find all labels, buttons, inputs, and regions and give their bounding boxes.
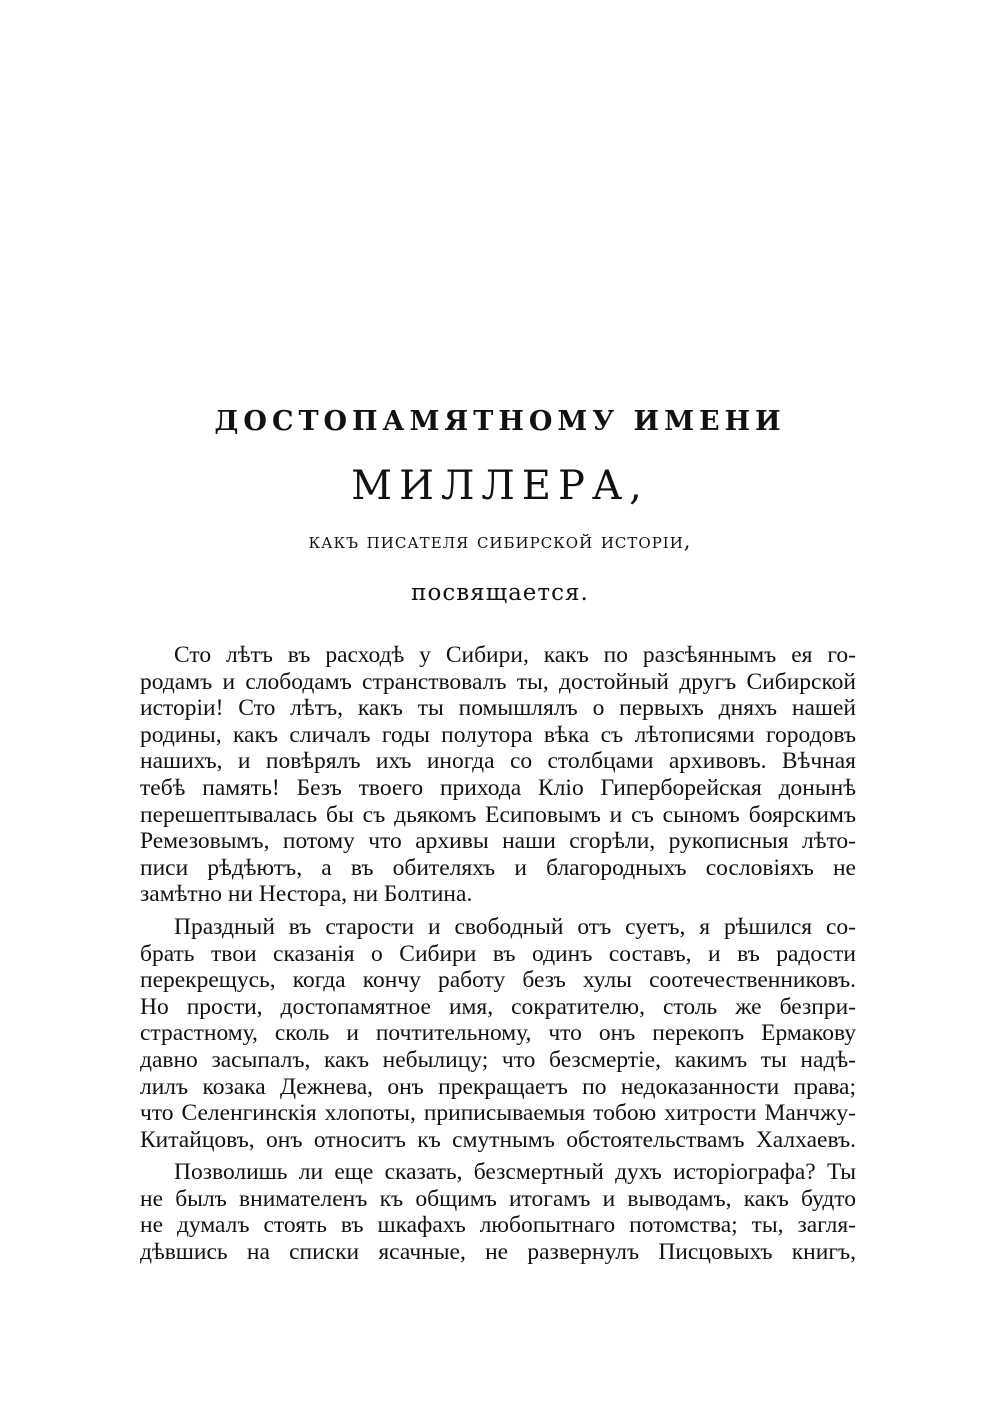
text-line: брать твои сказанія о Сибири въ одинъ составъ, и въ радости: [140, 940, 856, 967]
text-line: родины, какъ сличалъ годы полутора вѣка съ лѣтописями городовъ: [140, 721, 856, 748]
text-line: исторіи! Сто лѣтъ, какъ ты помышлялъ о первыхъ дняхъ нашей: [140, 695, 856, 722]
dedication-block: [0, 402, 1000, 608]
text-line: дѣвшись на списки ясачные, не развернулъ Писцовыхъ книгъ,: [140, 1239, 856, 1266]
dedication-name: МИЛЛЕРА,: [351, 463, 649, 509]
text-line: не думалъ стоять въ шкафахъ любопытнаго потомства; ты, загля-: [140, 1212, 856, 1239]
text-line: лилъ козака Дежнева, онъ прекращаетъ по недоказанности права;: [140, 1073, 856, 1100]
text-line: Сто лѣтъ въ расходѣ у Сибири, какъ по разсѣяннымъ ея го-: [174, 642, 856, 668]
text-line: страстному, сколь и почтительному, что онъ перекопъ Ермакову: [140, 1020, 856, 1047]
paragraph-3: [140, 1159, 856, 1265]
text-line: перешептывалась бы съ дьякомъ Есиповымъ и съ сыномъ боярскимъ: [140, 801, 856, 828]
paragraph-1: [140, 642, 856, 908]
text-line: родамъ и слободамъ странствовалъ ты, достойный другъ Сибирской: [140, 668, 856, 695]
text-line: замѣтно ни Нестора, ни Болтина.: [140, 881, 473, 908]
text-line: писи рѣдѣютъ, а въ обителяхъ и благородныхъ сословіяхъ не: [140, 854, 856, 881]
dedication-line-4: посвящается.: [411, 580, 589, 606]
text-line: перекрещусь, когда кончу работу безъ хулы соотечественниковъ.: [140, 967, 856, 994]
text-line: нашихъ, и повѣрялъ ихъ иногда со столбцами архивовъ. Вѣчная: [140, 748, 856, 775]
text-line: Китайцовъ, онъ относитъ къ смутнымъ обстоятельствамъ Халхаевъ.: [140, 1126, 856, 1153]
text-line: Но прости, достопамятное имя, сократителю, столь же безпри-: [140, 993, 856, 1020]
text-line: что Селенгинскія хлопоты, приписываемыя тобою хитрости Манчжу-: [140, 1100, 856, 1127]
dedication-line-3: какъ писателя сибирской исторіи,: [308, 529, 692, 553]
text-line: Ремезовымъ, потому что архивы наши сгорѣли, рукописныя лѣто-: [140, 828, 856, 855]
text-line: Позволишь ли еще сказать, безсмертный духъ исторіографа? Ты: [174, 1159, 856, 1186]
body-text: [140, 642, 856, 1266]
paragraph-2: [140, 914, 856, 1153]
text-line: Праздный въ старости и свободный отъ суетъ, я рѣшился со-: [174, 913, 856, 940]
text-line: не былъ внимателенъ къ общимъ итогамъ и выводамъ, какъ будто: [140, 1185, 856, 1212]
text-line: тебѣ память! Безъ твоего прихода Кліо Гиперборейская донынѣ: [140, 774, 856, 801]
dedication-line-1: ДОСТОПАМЯТНОМУ ИМЕНИ: [214, 406, 786, 437]
text-line: давно засыпалъ, какъ небылицу; что безсмертіе, какимъ ты надѣ-: [140, 1046, 856, 1073]
